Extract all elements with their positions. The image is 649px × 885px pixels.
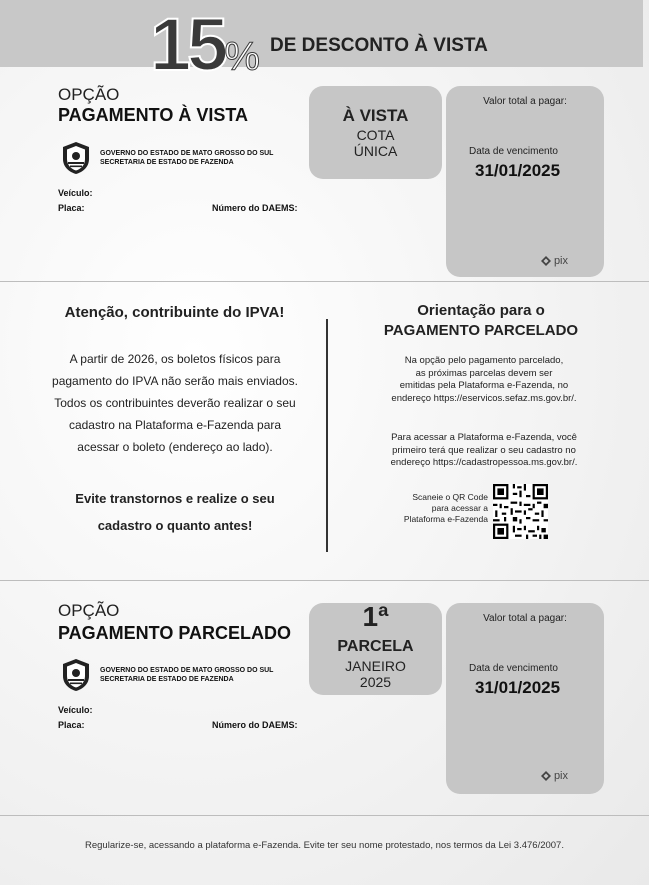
discount-text: DE DESCONTO À VISTA: [270, 35, 488, 56]
orientation-paragraph-1: [380, 355, 588, 405]
avista-veiculo-label: Veículo:: [58, 188, 93, 198]
parcelado-section: [0, 580, 649, 816]
parcelado-daems-label: Número do DAEMS:: [212, 720, 298, 730]
parcelado-box-line2: 2025: [359, 674, 392, 690]
orientation-paragraph-2: [380, 432, 588, 470]
parcelado-placa-label: Placa:: [58, 720, 85, 730]
qr-code-icon[interactable]: [493, 484, 548, 539]
parcelado-quota-box: [309, 603, 442, 695]
orientation-title: [366, 301, 596, 341]
orientation-title-line2: PAGAMENTO PARCELADO: [383, 322, 579, 339]
attention-title: Atenção, contribuinte do IPVA!: [64, 304, 285, 321]
avista-valor-label: Valor total a pagar:: [483, 96, 567, 107]
parcelado-valor-label: Valor total a pagar:: [483, 613, 567, 624]
avista-pix-text: pix: [553, 255, 568, 267]
parcelado-pix-text: pix: [553, 770, 568, 782]
gov-header: [58, 140, 273, 176]
qr-label-line: Plataforma e-Fazenda: [403, 514, 488, 524]
pix-icon: [541, 256, 551, 266]
qr-label-line: para acessar a: [431, 503, 488, 513]
state-crest-icon: [58, 657, 94, 693]
qr-label-line: Scaneie o QR Code: [412, 492, 488, 502]
parcelado-venc-label: Data de vencimento: [469, 663, 558, 674]
avista-box-line1: COTA: [356, 127, 395, 143]
gov-line2: SECRETARIA DE ESTADO DE FAZENDA: [100, 676, 234, 683]
gov-header: [58, 657, 273, 693]
orientation-line: primeiro terá que realizar o seu cadastro no: [392, 444, 576, 456]
pix-icon: [541, 771, 551, 781]
avista-payment-box: [446, 86, 604, 277]
orientation-line: as próximas parcelas devem ser: [415, 367, 553, 379]
vertical-divider: [326, 319, 328, 552]
attention-line: pagamento do IPVA não serão mais enviados.: [52, 374, 298, 388]
orientation-line: Para acessar a Plataforma e-Fazenda, você: [391, 432, 577, 443]
avista-pix-logo: [541, 255, 568, 267]
avista-box-line2: ÚNICA: [353, 143, 398, 159]
cta-line: Evite transtornos e realize o seu: [75, 491, 275, 506]
parcelado-box-number: 1ª: [362, 601, 389, 632]
parcelado-venc-date: 31/01/2025: [475, 678, 561, 697]
attention-body: [50, 348, 300, 458]
avista-daems-label: Número do DAEMS:: [212, 203, 298, 213]
avista-section: [0, 67, 649, 282]
cta-line: cadastro o quanto antes!: [97, 518, 253, 533]
parcelado-title: PAGAMENTO PARCELADO: [58, 623, 292, 643]
state-crest-icon: [58, 140, 94, 176]
orientation-line: endereço https://eservicos.sefaz.ms.gov.br/.: [391, 392, 577, 404]
parcelado-box-title: PARCELA: [337, 638, 414, 655]
avista-opcao-label: OPÇÃO: [58, 85, 120, 104]
parcelado-veiculo-label: Veículo:: [58, 705, 93, 715]
orientation-line: emitidas pela Plataforma e-Fazenda, no: [399, 380, 569, 391]
orientation-line: Na opção pelo pagamento parcelado,: [404, 355, 564, 366]
info-section: [0, 282, 649, 580]
qr-label: [396, 492, 488, 525]
orientation-line: endereço https://cadastropessoa.ms.gov.br/.: [390, 457, 578, 468]
avista-venc-label: Data de vencimento: [469, 146, 558, 157]
attention-line: acessar o boleto (endereço ao lado).: [77, 440, 273, 454]
gov-line2: SECRETARIA DE ESTADO DE FAZENDA: [100, 159, 234, 166]
avista-placa-label: Placa:: [58, 203, 85, 213]
parcelado-payment-box: [446, 603, 604, 794]
gov-line1: GOVERNO DO ESTADO DE MATO GROSSO DO SUL: [100, 150, 274, 157]
discount-number: 15: [150, 3, 225, 86]
parcelado-pix-logo: [541, 770, 568, 782]
footer-note: Regularize-se, acessando a plataforma e-Fazenda. Evite ter seu nome protestado, nos termos da Lei 3.476/2007.: [85, 840, 564, 851]
discount-banner: [0, 0, 643, 86]
parcelado-opcao-label: OPÇÃO: [58, 601, 120, 620]
orientation-title-line1: Orientação para o: [417, 302, 545, 319]
avista-venc-date: 31/01/2025: [475, 161, 561, 180]
avista-title: PAGAMENTO À VISTA: [58, 105, 249, 125]
attention-cta: [56, 485, 294, 539]
discount-percent-sign: %: [224, 35, 260, 79]
avista-box-title: À VISTA: [342, 106, 409, 125]
avista-quota-box: [309, 86, 442, 179]
attention-line: cadastro na Plataforma e-Fazenda para: [68, 418, 282, 432]
attention-line: Todos os contribuintes deverão realizar o seu: [54, 396, 296, 410]
attention-line: A partir de 2026, os boletos físicos para: [69, 352, 281, 366]
parcelado-box-line1: JANEIRO: [345, 658, 406, 674]
gov-line1: GOVERNO DO ESTADO DE MATO GROSSO DO SUL: [100, 667, 274, 674]
